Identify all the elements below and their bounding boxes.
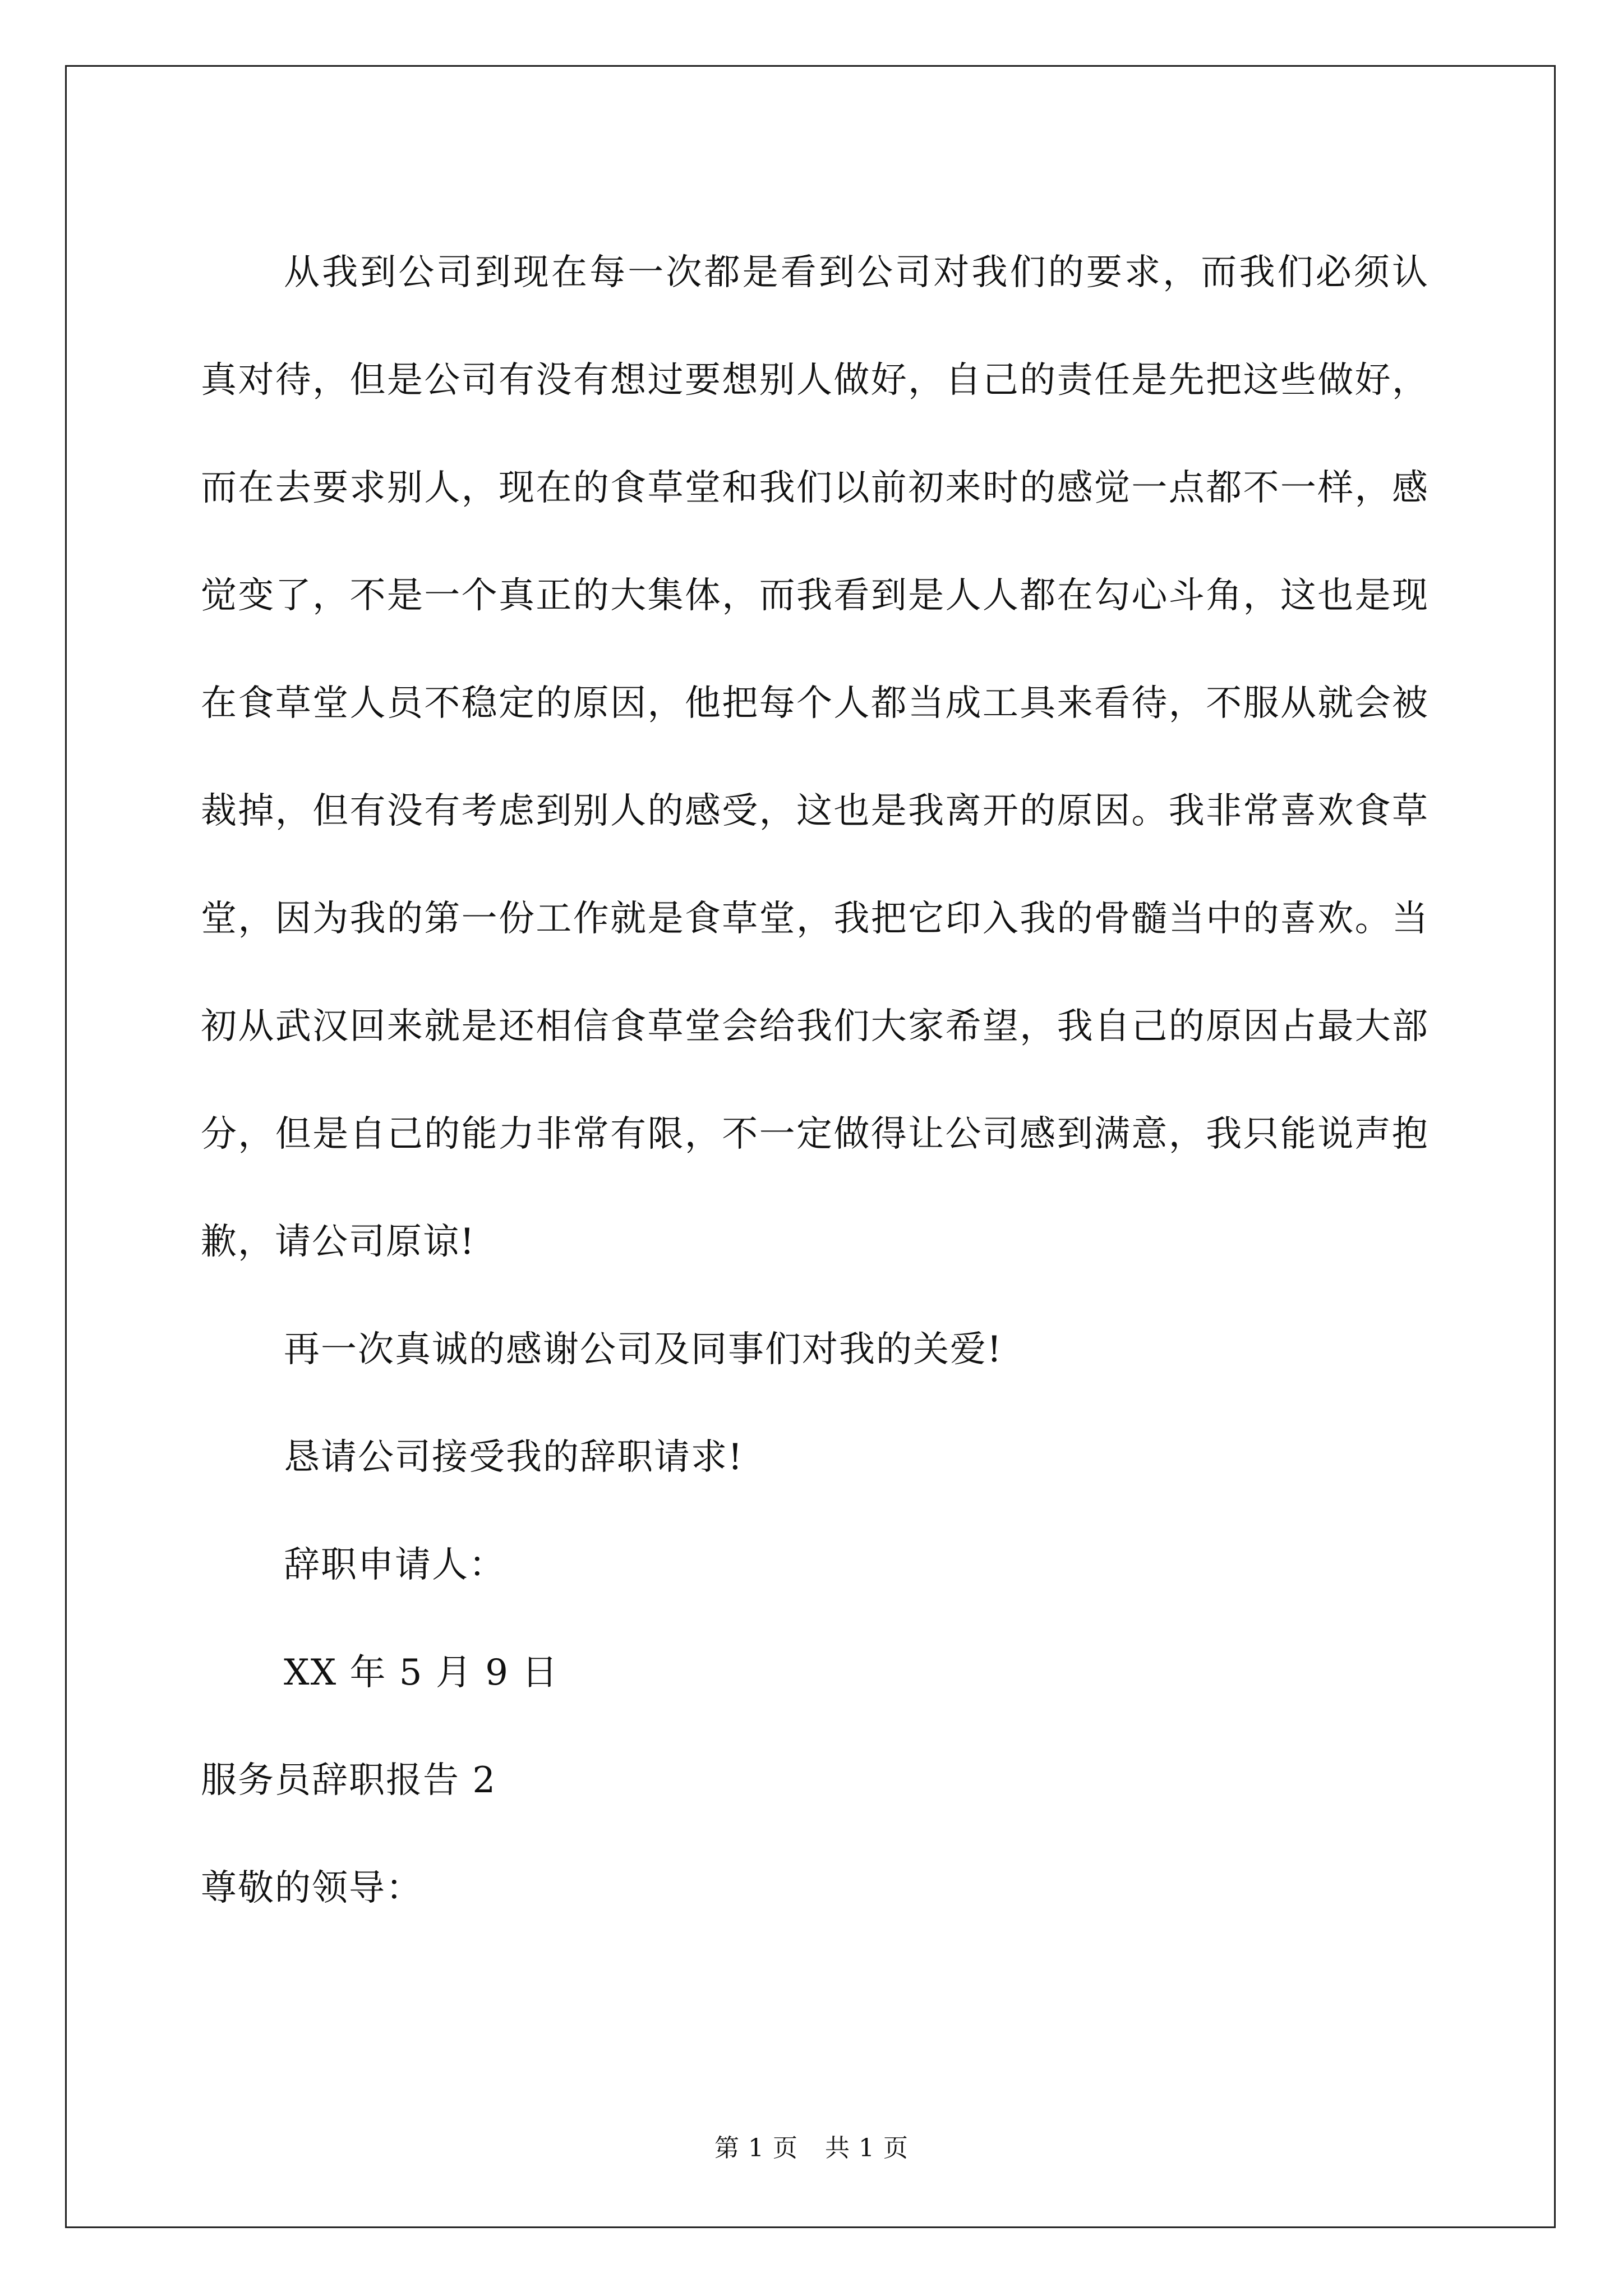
page-footer (0, 2132, 1623, 2165)
document-body (201, 219, 1429, 1942)
date-line: XX 年 5 月 9 日 (284, 1652, 559, 1694)
salutation: 尊敬的领导： (201, 1867, 423, 1909)
section-title: 服务员辞职报告 2 (201, 1760, 497, 1801)
thanks-line: 再一次真诚的感谢公司及同事们对我的关爱! (284, 1329, 1003, 1370)
page-total: 共 1 页 (825, 2134, 909, 2162)
page-number: 第 1 页 (714, 2134, 798, 2162)
signature-label: 辞职申请人： (284, 1544, 506, 1586)
request-line: 恳请公司接受我的辞职请求! (284, 1437, 744, 1478)
body-paragraph: 从我到公司到现在每一次都是看到公司对我们的要求，而我们必须认真对待，但是公司有没有想过要想别人做好，自己的责任是先把这些做好，而在去要求别人，现在的食草堂和我们以前初来时的感觉一点都不一样，感觉变了，不是一个真正的大集体，而我看到是人人都在勾心斗角，这也是现在食草堂人员不稳定的原因，他把每个人都当成工具来看待，不服从就会被裁掉，但有没有考虑到别人的感受，这也是我离开的原因。我非常喜欢食草堂，因为我的第一份工作就是食草堂，我把它印入我的骨髓当中的喜欢。当初从武汉回来就是还相信食草堂会给我们大家希望，我自己的原因占最大部分，但是自己的能力非常有限，不一定做得让公司感到满意，我只能说声抱歉，请公司原谅! (201, 252, 1429, 1263)
